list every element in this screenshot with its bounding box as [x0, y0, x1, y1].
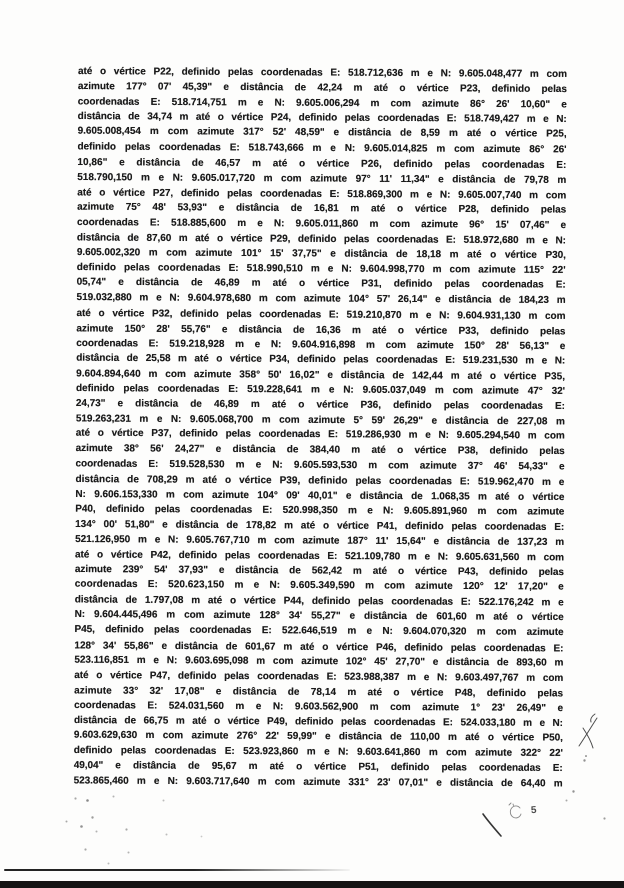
text-line: N: 9.604.445,496 m com azimute 128° 34' 55,27" e distância de 601,60 m até o vértice	[74, 609, 564, 624]
text-line: azimute 33° 32' 17,08" e distância de 78,14 m até o vértice P48, definido pelas	[74, 685, 564, 700]
text-line: 519.032,880 m e N: 9.604.978,680 m com azimute 104° 57' 26,14" e distância de 184,23 m	[76, 292, 566, 307]
text-line: azimute 38° 56' 24,27" e distância de 384,40 m até o vértice P38, definido pelas	[75, 443, 565, 458]
text-line: azimute 150° 28' 55,76" e distância de 16,36 m até o vértice P33, definido pelas	[76, 322, 566, 337]
text-line: distância de 34,74 m até o vértice P24, definido pelas coordenadas E: 518.749,427 m e N:	[77, 111, 567, 126]
text-line: definido pelas coordenadas E: 518.743,666 m e N: 9.605.014,825 m com azimute 86° 26'	[77, 141, 567, 156]
text-line: definido pelas coordenadas E: 519.228,641 m e N: 9.605.037,049 m com azimute 47° 32'	[75, 382, 566, 397]
text-line: 9.605.002,320 m com azimute 101° 15' 37,75" e distância de 18,18 m até o vértice P30,	[76, 247, 566, 262]
text-line: 9.603.629,630 m com azimute 276° 22' 59,99" e distância de 110,00 m até o vértice P50,	[73, 729, 563, 744]
scan-noise-speckles	[0, 0, 1, 1]
text-line: 9.605.008,454 m com azimute 317° 52' 48,59" e distância de 8,59 m até o vértice P25,	[77, 125, 567, 140]
text-line: 523.865,460 m e N: 9.603.717,640 m com azimute 331° 23' 07,01" e distância de 64,40 m	[73, 775, 563, 790]
text-line: até o vértice P27, definido pelas coordenadas E: 518.869,300 m e N: 9.605.007,740 m com	[77, 187, 567, 202]
text-line: distância de 708,29 m até o vértice P39, definido pelas coordenadas E: 519.962,470 m e	[75, 473, 565, 488]
text-line: até o vértice P37, definido pelas coordenadas E: 519.286,930 m e N: 9.605.294,540 m com	[75, 427, 565, 442]
text-line: 05,74" e distância de 46,89 m até o vértice P31, definido pelas coordenadas E:	[76, 276, 566, 291]
text-line: coordenadas E: 518.885,600 m e N: 9.605.011,860 m com azimute 96° 15' 07,46" e	[76, 216, 567, 231]
scan-artifact-line	[4, 869, 350, 871]
text-line: 49,04" e distância de 95,67 m até o vértice P51, definido pelas coordenadas E:	[73, 760, 563, 775]
text-line: definido pelas coordenadas E: 523.923,860 m e N: 9.603.641,860 m com azimute 322° 22'	[73, 745, 563, 760]
text-line: distância de 1.797,08 m até o vértice P44, definido pelas coordenadas E: 522.176,242 m e	[74, 594, 564, 609]
diagonal-pen-stroke	[480, 812, 504, 838]
text-line: coordenadas E: 520.623,150 m e N: 9.605.349,590 m com azimute 120° 12' 17,20" e	[74, 578, 564, 593]
page-number: 5	[530, 804, 537, 817]
text-line: 518.790,150 m e N: 9.605.017,720 m com azimute 97° 11' 11,34" e distância de 79,78 m	[77, 171, 567, 186]
text-line: até o vértice P22, definido pelas coordenadas E: 518.712,636 m e N: 9.605.048,477 m com	[77, 65, 567, 80]
scan-edge-band	[0, 881, 624, 888]
text-line: distância de 66,75 m até o vértice P49, definido pelas coordenadas E: 524.033,180 m e N:	[73, 715, 564, 730]
text-line: azimute 75° 48' 53,93" e distância de 16,81 m até o vértice P28, definido pelas	[77, 201, 567, 216]
text-line: coordenadas E: 518.714,751 m e N: 9.605.006,294 m com azimute 86° 26' 10,60" e	[77, 96, 567, 111]
ink-curve-mark	[503, 801, 527, 823]
text-line: 128° 34' 55,86" e distância de 601,67 m até o vértice P46, definido pelas coordenadas E:	[74, 639, 564, 654]
text-line: 10,86" e distância de 46,57 m até o vértice P26, definido pelas coordenadas E:	[77, 156, 567, 171]
text-line: 523.116,851 m e N: 9.603.695,098 m com azimute 102° 45' 27,70" e distância de 893,60 m	[74, 654, 564, 669]
text-line: P40, definido pelas coordenadas E: 520.998,350 m e N: 9.605.891,960 m com azimute	[75, 503, 565, 518]
text-line: distância de 87,60 m até o vértice P29, definido pelas coordenadas E: 518.972,680 m e N:	[76, 232, 566, 247]
text-line: até o vértice P47, definido pelas coordenadas E: 523.988,387 m e N: 9.603.497,767 m com	[74, 669, 564, 684]
text-line: azimute 177° 07' 45,39" e distância de 42,24 m até o vértice P23, definido pelas	[77, 81, 567, 96]
text-line: 9.604.894,640 m com azimute 358° 50' 16,02" e distância de 142,44 m até o vértice P35,	[76, 368, 566, 383]
text-line: 521.126,950 m e N: 9.605.767,710 m com azimute 187° 11' 15,64" e distância de 137,23 m	[75, 533, 565, 548]
text-line: 519.263,231 m e N: 9.605.068,700 m com azimute 5° 59' 26,29" e distância de 227,08 m	[75, 413, 565, 428]
handwritten-scribble-mark	[573, 712, 603, 760]
survey-text-block	[74, 64, 567, 791]
text-line: P45, definido pelas coordenadas E: 522.646,519 m e N: 9.604.070,320 m com azimute	[74, 624, 564, 639]
text-line: até o vértice P32, definido pelas coordenadas E: 519.210,870 m e N: 9.604.931,130 m com	[76, 307, 566, 322]
text-line: coordenadas E: 524.031,560 m e N: 9.603.562,900 m com azimute 1° 23' 26,49" e	[74, 699, 564, 714]
text-line: distância de 25,58 m até o vértice P34, definido pelas coordenadas E: 519.231,530 m e N:	[76, 352, 566, 367]
text-line: 134° 00' 51,80" e distância de 178,82 m até o vértice P41, definido pelas coordenadas E:	[75, 518, 565, 533]
text-line: N: 9.606.153,330 m com azimute 104° 09' 40,01" e distância de 1.068,35 m até o vértice	[75, 488, 565, 503]
text-line: coordenadas E: 519.218,928 m e N: 9.604.916,898 m com azimute 150° 28' 56,13" e	[76, 337, 566, 352]
text-line: definido pelas coordenadas E: 518.990,510 m e N: 9.604.998,770 m com azimute 115° 22'	[76, 262, 566, 277]
text-line: 24,73" e distância de 46,89 m até o vértice P36, definido pelas coordenadas E:	[75, 398, 565, 413]
text-line: coordenadas E: 519.528,530 m e N: 9.605.593,530 m com azimute 37° 46' 54,33" e	[75, 458, 565, 473]
text-line: azimute 239° 54' 37,93" e distância de 562,42 m até o vértice P43, definido pelas	[74, 564, 564, 579]
text-line: até o vértice P42, definido pelas coordenadas E: 521.109,780 m e N: 9.605.631,560 m com	[74, 549, 565, 564]
page-footer	[503, 801, 555, 823]
